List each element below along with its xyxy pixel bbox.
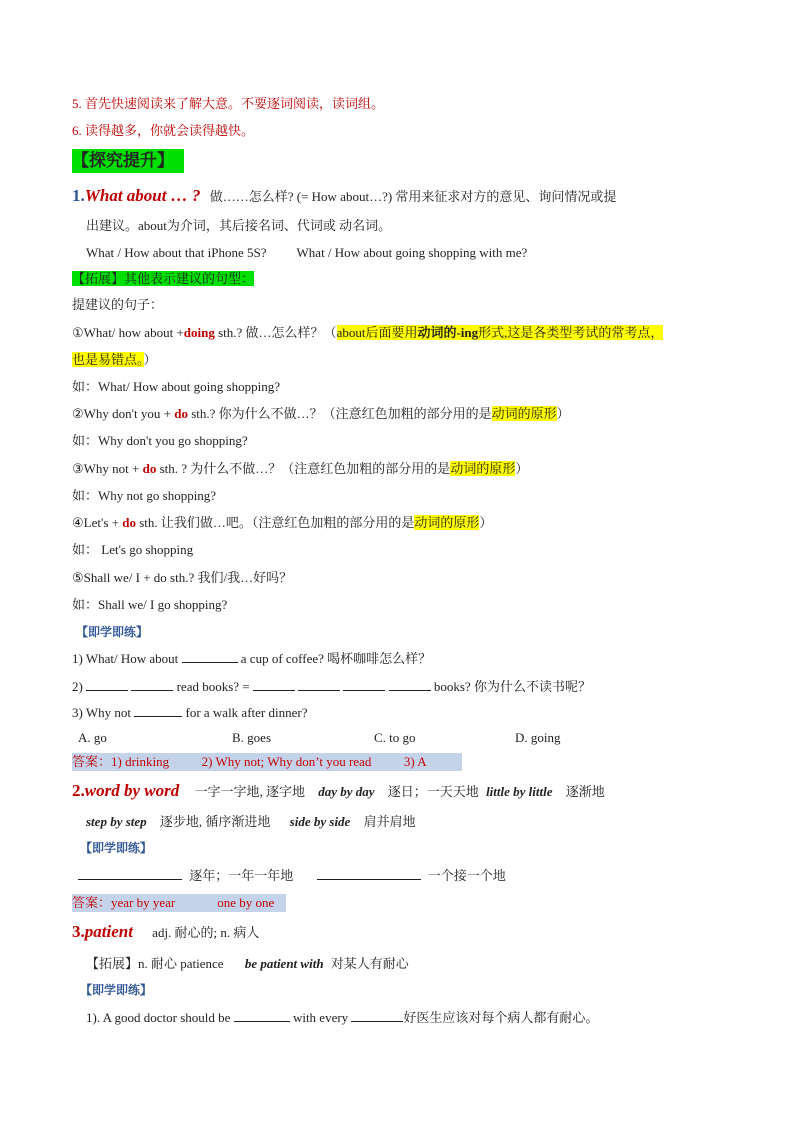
section-heading: 【探究提升】 bbox=[72, 149, 184, 173]
item3-expand: 【拓展】n. 耐心 patience be patient with 对某人有耐心 bbox=[86, 956, 409, 971]
practice-label-1: 【即学即练】 bbox=[76, 625, 149, 639]
pattern-2-example: 如：Why don't you go shopping? bbox=[72, 433, 248, 448]
pattern-1-line2: 也是易错点。） bbox=[72, 352, 157, 367]
item3-q1: 1). A good doctor should be with every 好医生应该对每个病人都有耐心。 bbox=[86, 1010, 599, 1025]
pattern-3-example: 如：Why not go shopping? bbox=[72, 488, 217, 503]
tip-5: 5. 首先快速阅读来了解大意。不要逐词阅读，读词组。 bbox=[72, 96, 385, 111]
pattern-1-example: 如：What/ How about going shopping? bbox=[72, 379, 280, 394]
option-b: B. goes bbox=[232, 730, 271, 745]
practice-q1: 1) What/ How about a cup of coffee? 喝杯咖啡怎么样？ bbox=[72, 651, 432, 666]
practice-q3: 3) Why not for a walk after dinner? bbox=[72, 705, 308, 720]
tip-6: 6. 读得越多，你就会读得越快。 bbox=[72, 123, 255, 138]
option-d: D. going bbox=[515, 730, 561, 745]
item1-meaning2: 出建议。about为介词，其后接名词、代词或 动名词。 bbox=[86, 218, 392, 233]
option-a: A. go bbox=[78, 730, 107, 745]
item1-title: 1.What about … ? 做……怎么样? (= How about…?) 常用来征求对方的意见、询问情况或提 bbox=[72, 186, 617, 205]
practice-label-2: 【即学即练】 bbox=[80, 841, 153, 855]
answer-1: 答案：1) drinking 2) Why not; Why don’t you read 3) A bbox=[72, 753, 462, 771]
pattern-2: ②Why don't you + do sth.? 你为什么不做…？（注意红色加粗的部分用的是动词的原形） bbox=[72, 406, 570, 421]
pattern-5: ⑤Shall we/ I + do sth.? 我们/我…好吗？ bbox=[72, 570, 293, 585]
pattern-5-example: 如：Shall we/ I go shopping? bbox=[72, 597, 228, 612]
option-c: C. to go bbox=[374, 730, 416, 745]
expand-label: 【拓展】其他表示建议的句型： bbox=[72, 271, 255, 286]
item1-examples: What / How about that iPhone 5S? What / How about going shopping with me? bbox=[86, 245, 528, 260]
item2-fill: 逐年；一年一年地 一个接一个地 bbox=[78, 867, 506, 885]
pattern-4: ④Let's + do sth. 让我们做…吧。（注意红色加粗的部分用的是动词的原形） bbox=[72, 515, 493, 530]
practice-q2: 2) read books? = books? 你为什么不读书呢？ bbox=[72, 679, 591, 694]
answer-2: 答案：year by year one by one bbox=[72, 894, 286, 912]
item2-title: 2.word by word 一字一字地, 逐字地 day by day 逐日；一天天地 little by little 逐渐地 bbox=[72, 781, 605, 800]
pattern-1: ①What/ how about +doing sth.? 做…怎么样？（about后面要用动词的-ing形式,这是各类型考试的常考点， bbox=[72, 325, 664, 340]
suggest-subhead: 提建议的句子： bbox=[72, 297, 164, 312]
pattern-3: ③Why not + do sth. ? 为什么不做…？（注意红色加粗的部分用的是动词的原形） bbox=[72, 461, 529, 476]
pattern-4-example: 如： Let's go shopping bbox=[72, 542, 194, 557]
practice-label-3: 【即学即练】 bbox=[80, 983, 153, 997]
item2-line2: step by step 逐步地, 循序渐进地 side by side 肩并肩地 bbox=[86, 814, 416, 829]
item3-title: 3.patient adj. 耐心的; n. 病人 bbox=[72, 922, 260, 941]
